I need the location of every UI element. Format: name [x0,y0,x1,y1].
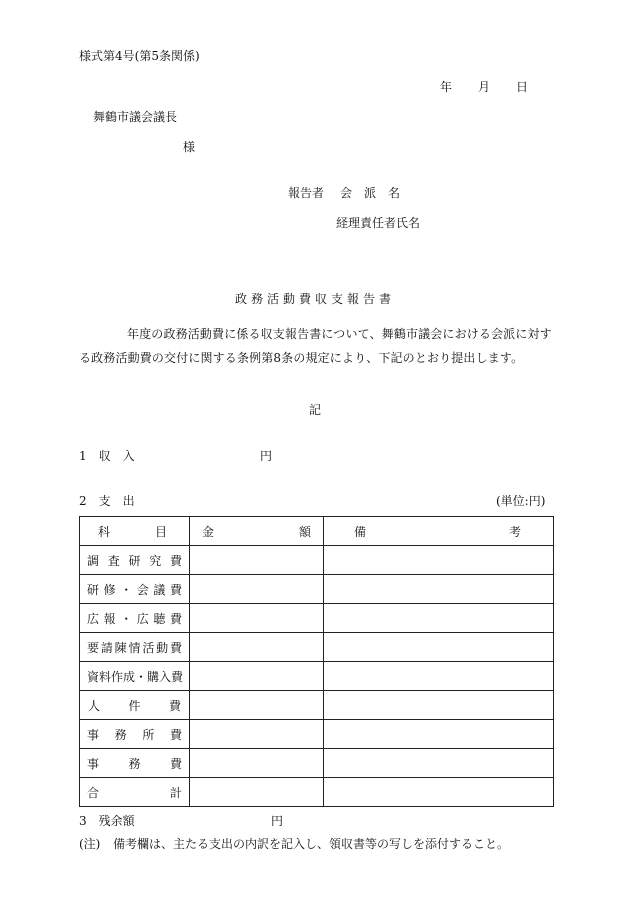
expense-item: 研修・会議費 [80,575,190,604]
expense-item: 資料作成・購入費 [80,662,190,691]
table-row [80,720,554,749]
table-row [80,575,554,604]
total-amount-cell[interactable] [190,778,324,807]
date-year-label: 年 [440,80,453,94]
expense-item: 広報・広聴費 [80,604,190,633]
remaining-line [79,814,283,828]
addressee: 舞鶴市議会議長 [93,110,178,124]
amount-cell[interactable] [190,604,324,633]
column-header-subject: 科 目 [80,517,190,546]
remarks-cell[interactable] [324,633,554,662]
total-remarks-cell[interactable] [324,778,554,807]
amount-cell[interactable] [190,546,324,575]
amount-cell[interactable] [190,633,324,662]
table-row [80,604,554,633]
amount-cell[interactable] [190,575,324,604]
remarks-cell[interactable] [324,604,554,633]
table-total-row [80,778,554,807]
amount-cell[interactable] [190,662,324,691]
date-day-label: 日 [516,80,529,94]
remaining-unit: 円 [271,814,284,828]
unit-note: (単位:円) [496,494,546,508]
column-header-amount: 金 額 [190,517,324,546]
reporter-label: 報告者 [288,186,325,200]
remarks-cell[interactable] [324,575,554,604]
expense-total-label: 合計 [80,778,190,807]
document-title: 政務活動費収支報告書 [234,292,395,306]
expense-item: 人件費 [80,691,190,720]
remaining-label: 3 残余額 [79,814,135,828]
table-row [80,691,554,720]
amount-cell[interactable] [190,691,324,720]
remarks-cell[interactable] [324,662,554,691]
table-row [80,662,554,691]
date-month-label: 月 [478,80,491,94]
note-text: 備考欄は、主たる支出の内訳を記入し、領収書等の写しを添付すること。 [113,837,510,851]
remarks-cell[interactable] [324,691,554,720]
note-line [79,837,509,851]
reporter-line [288,186,400,200]
faction-name-label: 会 派 名 [340,186,401,200]
remarks-cell[interactable] [324,749,554,778]
expense-label: 2 支 出 [79,494,135,508]
remarks-cell[interactable] [324,546,554,575]
form-number: 様式第4号(第5条関係) [79,49,200,63]
remarks-cell[interactable] [324,720,554,749]
income-unit: 円 [260,449,273,463]
expense-item: 要請陳情活動費 [80,633,190,662]
table-row [80,633,554,662]
table-row [80,546,554,575]
ki-heading: 記 [308,403,321,417]
body-paragraph: 年度の政務活動費に係る収支報告書について、舞鶴市議会における会派に対する政務活動費の交付に関する条例第8条の規定により、下記のとおり提出します。 [79,327,552,365]
honorific: 様 [183,140,196,154]
expense-item: 調査研究費 [80,546,190,575]
table-row [80,749,554,778]
column-header-remarks: 備 考 [324,517,554,546]
accountant-label: 経理責任者氏名 [336,216,421,230]
expense-item: 事務所費 [80,720,190,749]
note-prefix: (注) [79,837,101,851]
amount-cell[interactable] [190,749,324,778]
expense-table [79,516,554,807]
income-label: 1 収 入 [79,449,135,463]
table-header-row [80,517,554,546]
date-line [440,80,528,94]
expense-item: 事務費 [80,749,190,778]
income-line [79,449,272,463]
amount-cell[interactable] [190,720,324,749]
